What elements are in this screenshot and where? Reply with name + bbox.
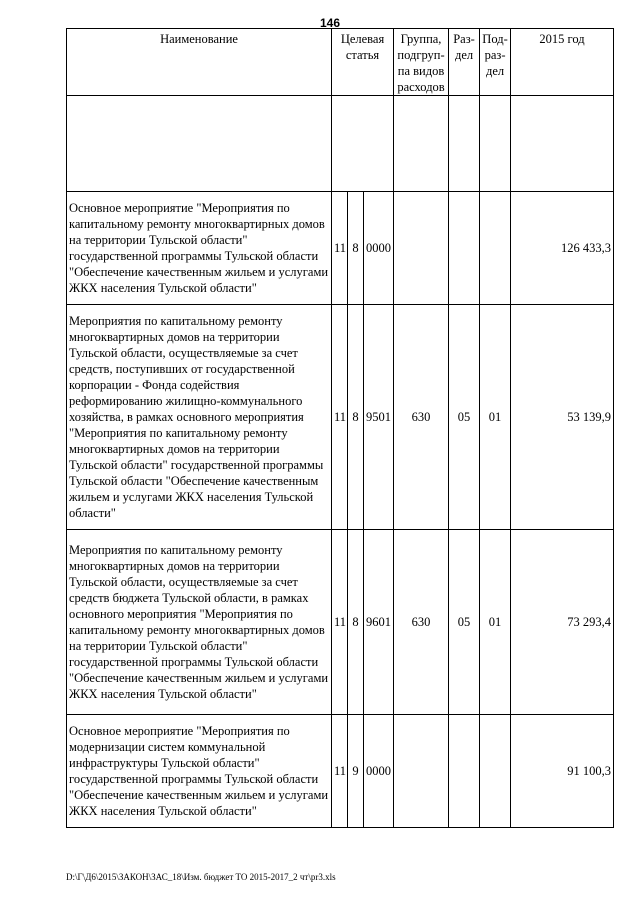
row-section: 05 [449,530,480,715]
header-subsection: Под-раз-дел [480,29,511,96]
row-group: 630 [394,530,449,715]
table-row [67,530,614,715]
row-amount: 73 293,4 [511,530,614,715]
row-subsection: 01 [480,530,511,715]
header-year: 2015 год [511,29,614,96]
row-amount: 91 100,3 [511,715,614,828]
row-name: Основное мероприятие "Мероприятия по капитальному ремонту многоквартирных домов на территории Тульской области" государственной программы Тульской области "Обеспечение качественным жильем и услугами ЖКХ населения Тульской области" [67,192,332,305]
header-target-article: Целевая статья [332,29,394,96]
row-cs1: 11 [332,530,348,715]
row-cs3: 9501 [364,305,394,530]
row-cs2: 9 [348,715,364,828]
row-cs3: 0000 [364,715,394,828]
row-cs1: 11 [332,305,348,530]
row-cs2: 8 [348,305,364,530]
header-gap [67,96,614,192]
budget-table [66,28,614,828]
row-group: 630 [394,305,449,530]
header-name: Наименование [67,29,332,96]
row-cs2: 8 [348,530,364,715]
row-amount: 126 433,3 [511,192,614,305]
row-section [449,192,480,305]
row-cs3: 9601 [364,530,394,715]
page-number: 146 [319,16,341,30]
table-row [67,192,614,305]
row-name: Основное мероприятие "Мероприятия по модернизации систем коммунальной инфраструктуры Тульской области" государственной программы Тульской области "Обеспечение качественным жильем и услугами ЖКХ населения Тульской области" [67,715,332,828]
row-cs1: 11 [332,192,348,305]
header-expense-group: Группа, подгруп-па видов расходов [394,29,449,96]
row-cs3: 0000 [364,192,394,305]
row-name: Мероприятия по капитальному ремонту многоквартирных домов на территории Тульской области, осуществляемые за счет средств, поступивших от государственной корпорации - Фонда содействия реформированию жилищно-коммунального хозяйства, в рамках основного мероприятия "Мероприятия по капитальному ремонту многоквартирных домов на территории Тульской области" государственной программы Тульской области "Обеспечение качественным жильем и услугами ЖКХ населения Тульской области" [67,305,332,530]
row-section [449,715,480,828]
table-row [67,305,614,530]
table-row [67,715,614,828]
row-section: 05 [449,305,480,530]
row-group [394,192,449,305]
row-cs2: 8 [348,192,364,305]
header-section: Раз-дел [449,29,480,96]
file-path-footer: D:\Г\Д6\2015\ЗАКОН\ЗАС_18\Изм. бюджет ТО 2015-2017_2 чт\pr3.xls [66,872,336,882]
row-subsection [480,192,511,305]
row-subsection: 01 [480,305,511,530]
row-group [394,715,449,828]
header-row [67,29,614,96]
row-name: Мероприятия по капитальному ремонту многоквартирных домов на территории Тульской области, осуществляемые за счет средств бюджета Тульской области, в рамках основного мероприятия "Мероприятия по капитальному ремонту многоквартирных домов на территории Тульской области" государственной программы Тульской области "Обеспечение качественным жильем и услугами ЖКХ населения Тульской области" [67,530,332,715]
row-subsection [480,715,511,828]
row-amount: 53 139,9 [511,305,614,530]
row-cs1: 11 [332,715,348,828]
